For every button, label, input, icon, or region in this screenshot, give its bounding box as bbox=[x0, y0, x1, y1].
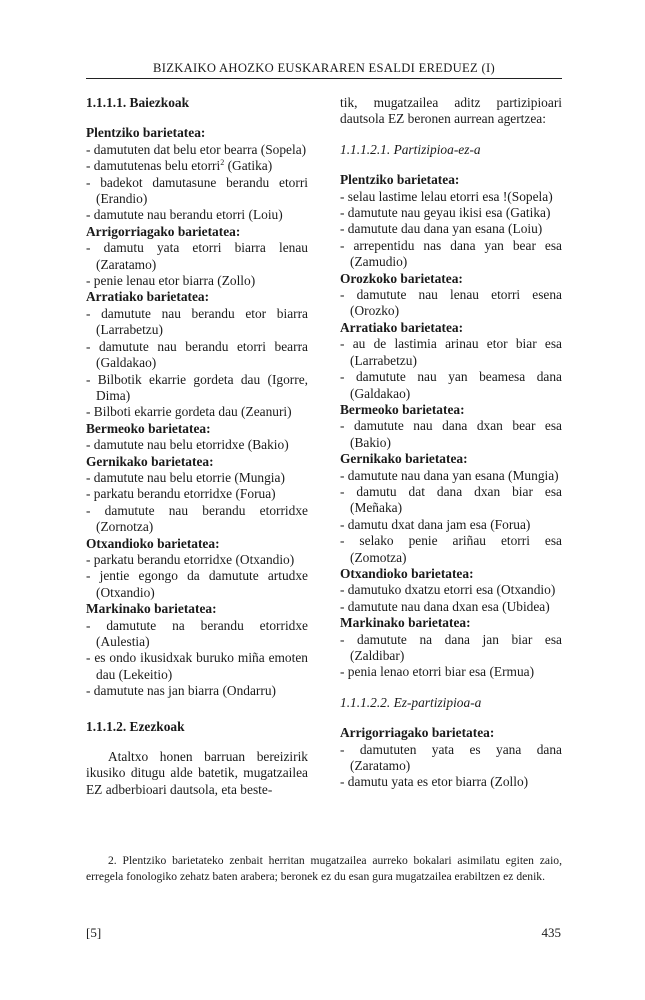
example-item: - damutu dat dana dxan biar esa (Meñaka) bbox=[340, 483, 562, 516]
example-item: - damutu dxat dana jam esa (Forua) bbox=[340, 516, 531, 532]
example-item: - damutute nas jan biarra (Ondarru) bbox=[86, 683, 276, 699]
example-item: - damutute nau dana dxan esa (Ubidea) bbox=[340, 598, 550, 614]
variety-heading: Bermeoko barietatea: bbox=[340, 401, 465, 417]
example-item: - damutute na dana jan biar esa (Zaldibar) bbox=[340, 631, 562, 663]
example-item: - damutu yata etorri biarra lenau (Zaratamo) bbox=[86, 240, 308, 272]
example-item: - damutute nau berandu etorridxe (Zornotza) bbox=[86, 502, 308, 535]
example-item: - damutute nau dana dxan bear esa (Bakio) bbox=[340, 418, 562, 450]
section-heading: 1.1.1.1. Baiezkoak bbox=[86, 95, 190, 110]
variety-heading: Markinako barietatea: bbox=[86, 601, 217, 617]
variety-heading: Arratiako barietatea: bbox=[340, 319, 464, 335]
footnote-marker: 2 bbox=[220, 158, 225, 168]
example-item: - parkatu berandu etorridxe (Forua) bbox=[86, 486, 276, 502]
example-item: - damutute nau berandu etor biarra (Larrabetzu) bbox=[86, 305, 308, 338]
example-item: - jentie egongo da damutute artudxe (Otxandio) bbox=[86, 568, 308, 600]
variety-heading: Plentziko barietatea: bbox=[340, 172, 460, 188]
section-heading: 1.1.1.2. Ezezkoak bbox=[86, 718, 185, 734]
variety-heading: Arratiako barietatea: bbox=[86, 289, 210, 305]
example-item: - damutute nau berandu etorri bearra (Galdakao) bbox=[86, 338, 308, 371]
example-item: - damututen dat belu etor bearra (Sopela) bbox=[86, 141, 307, 157]
example-item: - damutute nau belu etorrie (Mungia) bbox=[86, 469, 285, 485]
example-item: - au de lastimia arinau etor biar esa (Larrabetzu) bbox=[340, 336, 562, 368]
variety-heading: Gernikako barietatea: bbox=[86, 453, 214, 469]
example-item: - selau lastime lelau etorri esa !(Sopela) bbox=[340, 188, 553, 204]
example-text: - damututenas belu etorri bbox=[86, 158, 221, 174]
header-rule bbox=[86, 78, 562, 79]
variety-heading: Plentziko barietatea: bbox=[86, 125, 206, 141]
example-item: - damutute nau yan beamesa dana (Galdakao) bbox=[340, 369, 562, 401]
variety-heading: Gernikako barietatea: bbox=[340, 451, 468, 467]
example-item: - damutute nau dana yan esana (Mungia) bbox=[340, 467, 559, 483]
subsection-heading: 1.1.1.2.2. Ez-partizipioa-a bbox=[340, 694, 482, 710]
example-item: - parkatu berandu etorridxe (Otxandio) bbox=[86, 551, 295, 567]
subsection-heading: 1.1.1.2.1. Partizipioa-ez-a bbox=[340, 141, 481, 157]
example-item: - selako penie ariñau etorri esa (Zomotza) bbox=[340, 533, 562, 565]
example-item: - damutute nau belu etorridxe (Bakio) bbox=[86, 437, 289, 453]
variety-heading: Arrigorriagako barietatea: bbox=[86, 223, 241, 239]
variety-heading: Bermeoko barietatea: bbox=[86, 420, 211, 436]
right-column bbox=[340, 95, 562, 791]
example-item: - damutute nau geyau ikisi esa (Gatika) bbox=[340, 205, 551, 221]
body-paragraph: Ataltxo honen barruan bereizirik ikusiko ditugu alde batetik, mugatzailea EZ adberbioari dautsola, eta beste- bbox=[86, 749, 308, 797]
example-item: - Bilbotik ekarrie gordeta dau (Igorre, Dima) bbox=[86, 371, 308, 403]
running-header: BIZKAIKO AHOZKO EUSKARAREN ESALDI EREDUEZ (I) bbox=[153, 61, 495, 75]
page-number: 435 bbox=[541, 925, 561, 940]
example-item: - penia lenao etorri biar esa (Ermua) bbox=[340, 664, 535, 680]
variety-heading: Arrigorriagako barietatea: bbox=[340, 725, 495, 741]
variety-heading: Markinako barietatea: bbox=[340, 615, 471, 631]
example-item: - damutuko dxatzu etorri esa (Otxandio) bbox=[340, 582, 556, 598]
example-item: - damutu yata es etor biarra (Zollo) bbox=[340, 774, 529, 790]
example-item: - damututen yata es yana dana (Zaratamo) bbox=[340, 741, 562, 774]
left-column bbox=[86, 95, 308, 798]
example-item: - penie lenau etor biarra (Zollo) bbox=[86, 273, 256, 289]
variety-heading: Orozkoko barietatea: bbox=[340, 270, 463, 286]
example-item: - arrepentidu nas dana yan bear esa (Zamudio) bbox=[340, 237, 562, 270]
example-item: - es ondo ikusidxak buruko miña emoten dau (Lekeitio) bbox=[86, 650, 308, 682]
example-item: - damutute dau dana yan esana (Loiu) bbox=[340, 221, 543, 237]
example-item: - damutute nau berandu etorri (Loiu) bbox=[86, 207, 283, 223]
body-paragraph: tik, mugatzailea aditz partizipioari dautsola EZ beronen aurrean agertzea: bbox=[340, 95, 562, 127]
footnote: 2. Plentziko barietateko zenbait herritan mugatzailea aurreko bokalari asimilatu egiten zaio, erregela fonologiko zehatz baten arabera; beronek ez du esan gura mugatzailea erabiltzen ez denik. bbox=[86, 854, 562, 883]
example-item: - Bilboti ekarrie gordeta dau (Zeanuri) bbox=[86, 404, 292, 420]
page-folio-bracket: [5] bbox=[86, 925, 102, 940]
example-item: - damutute na berandu etorridxe (Aulestia) bbox=[86, 617, 308, 649]
example-item: - damutute nau lenau etorri esena (Orozko) bbox=[340, 287, 562, 319]
variety-heading: Otxandioko barietatea: bbox=[340, 565, 474, 581]
example-text: (Gatika) bbox=[224, 158, 273, 174]
variety-heading: Otxandioko barietatea: bbox=[86, 535, 220, 551]
example-item bbox=[86, 158, 308, 174]
example-item: - badekot damutasune berandu etorri (Erandio) bbox=[86, 174, 308, 207]
